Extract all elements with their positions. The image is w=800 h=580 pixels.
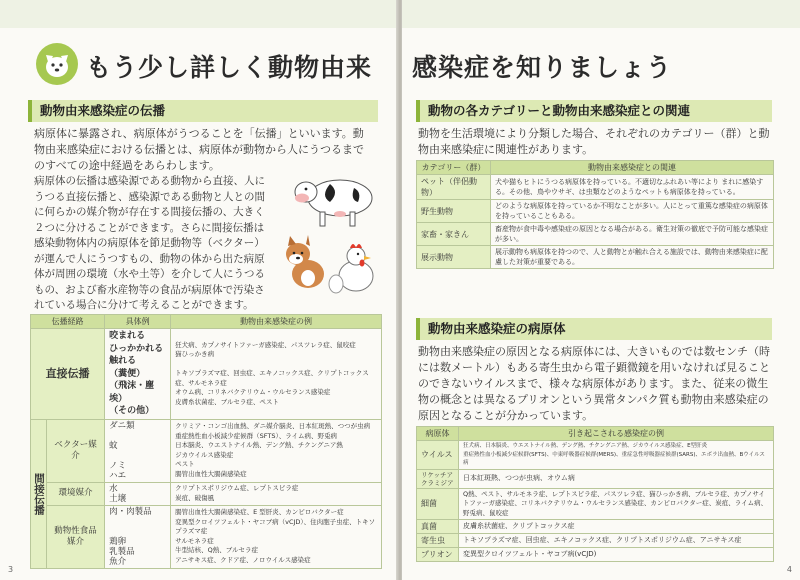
category-exhibit-desc: 展示動物も病原体を持つので、人と動物とが触れ合える施設では、動物由来感染症に配慮した対策が重要である。 xyxy=(491,246,774,269)
table-row xyxy=(417,469,774,488)
route-indirect: 間接伝播 xyxy=(31,419,47,568)
dog-icon xyxy=(36,43,78,85)
pathogen-parasite-desc: トキソプラズマ症、回虫症、エキノコックス症、クリプトスポリジウム症、アニサキス症 xyxy=(459,534,774,548)
pathogens-intro: 動物由来感染症の原因となる病原体には、大きいものでは数センチ（時には数メートル）もある寄生虫から電子顕微鏡を用いなければ見ることのできないウイルスまで、様々な病原体があります。また、従来の微生物の概念とは異なるプリオンという異常タンパク質も動物由来感染症の原因となることが分かっています。 xyxy=(418,345,770,422)
category-exhibit: 展示動物 xyxy=(417,246,491,269)
col-header-pathogen: 病原体 xyxy=(417,427,459,441)
examples-env: 水 土壌 xyxy=(105,482,171,505)
table-row xyxy=(417,223,774,246)
pathogen-parasite: 寄生虫 xyxy=(417,534,459,548)
route-env: 環境媒介 xyxy=(47,482,105,505)
table-row xyxy=(31,329,382,420)
col-header-relation: 動物由来感染症との関連 xyxy=(491,161,774,175)
route-vector: ベクター媒介 xyxy=(47,419,105,482)
pathogen-fungi-desc: 皮膚糸状菌症、クリプトコックス症 xyxy=(459,520,774,534)
col-header-route: 伝播経路 xyxy=(31,315,105,329)
right-page xyxy=(402,0,800,580)
page-number-right: 4 xyxy=(786,565,792,574)
category-wild-desc: どのような病原体を持っているか不明なことが多い。人にとって重篤な感染症の病原体を持っていることもある。 xyxy=(491,200,774,223)
pathogen-rickettsia-desc: 日本紅斑熱、つつが虫病、オウム病 xyxy=(459,469,774,488)
table-row xyxy=(417,548,774,562)
pathogen-virus: ウイルス xyxy=(417,441,459,470)
top-band xyxy=(402,0,800,28)
table-row xyxy=(31,505,382,568)
col-header-diseases-caused: 引き起こされる感染症の例 xyxy=(459,427,774,441)
table-row xyxy=(417,534,774,548)
page-title-left: もう少し詳しく動物由来 xyxy=(86,53,373,82)
diseases-direct: 狂犬病、カプノサイトファーガ感染症、パスツレラ症、鼠咬症 猫ひっかき病 トキソプラズマ症、回虫症、エキノコックス症、クリプトコックス症、サルモネラ症 オウム病、コリネバクテリウム・ウルセランス感染症 皮膚糸状菌症、ブルセラ症、ペスト xyxy=(171,329,382,420)
transmission-table xyxy=(30,314,382,569)
category-table xyxy=(416,160,774,269)
chicken-illustration xyxy=(326,238,380,300)
table-row xyxy=(31,482,382,505)
table-row xyxy=(417,520,774,534)
col-header-examples: 具体例 xyxy=(105,315,171,329)
pathogen-fungi: 真菌 xyxy=(417,520,459,534)
table-row xyxy=(417,246,774,269)
pathogen-virus-desc: 狂犬病、日本脳炎、ウエストナイル熱、デング熱、チクングニア熱、ジカウイルス感染症、E型肝炎 重症熱性血小板減少症候群(SFTS)、中東呼吸器症候群(MERS)、重症急性呼吸器症候群(SARS)、エボラ出血熱、Bウイルス病 xyxy=(459,441,774,470)
route-direct: 直接伝播 xyxy=(31,329,105,420)
transmission-intro: 病原体に暴露され、病原体がうつることを「伝播」といいます。動物由来感染症における伝播とは、病原体が動物から人にうつるまでのすべての途中経過をあらわします。 xyxy=(34,127,364,172)
section-heading-categories: 動物の各カテゴリーと動物由来感染症との関連 xyxy=(416,100,772,122)
examples-direct: 咬まれる ひっかかれる 触れる （糞便） （飛沫・塵埃） （その他） xyxy=(105,329,171,420)
table-row xyxy=(417,175,774,200)
page-title-right: 感染症を知りましょう xyxy=(412,53,673,82)
table-row xyxy=(417,441,774,470)
table-row xyxy=(417,488,774,520)
col-header-diseases: 動物由来感染症の例 xyxy=(171,315,382,329)
category-pet-desc: 犬や猫もヒトにうつる病原体を持っている。不適切なふれあい等により まれに感染する。その他、鳥やウサギ、は虫類などのようなペットも病原体を持っている。 xyxy=(491,175,774,200)
page-number-left: 3 xyxy=(8,565,14,574)
left-page xyxy=(0,0,398,580)
diseases-vector: クリミア・コンゴ出血熱、ダニ媒介脳炎、日本紅斑熱、つつが虫病 重症熱性血小板減少症候群（SFTS）、ライム病、野兎病 日本脳炎、ウエストナイル熱、デング熱、チクングニア熱 ジカウイルス感染症 ペスト 腸管出血性大腸菌感染症 xyxy=(171,419,382,482)
examples-vector: ダニ類 蚊 ノミ ハエ xyxy=(105,419,171,482)
category-wild: 野生動物 xyxy=(417,200,491,223)
pathogen-prion-desc: 変異型クロイツフェルト・ヤコブ病(vCJD) xyxy=(459,548,774,562)
section-heading-transmission: 動物由来感染症の伝播 xyxy=(28,100,378,122)
section-heading-pathogens: 動物由来感染症の病原体 xyxy=(416,318,772,340)
pathogen-table xyxy=(416,426,774,562)
category-pet: ペット（伴侶動物） xyxy=(417,175,491,200)
diseases-env: クリプトスポリジウム症、レプトスピラ症 炭疽、破傷風 xyxy=(171,482,382,505)
col-header-category: カテゴリー（群） xyxy=(417,161,491,175)
table-row xyxy=(417,200,774,223)
pathogen-bacteria-desc: Q熱、ペスト、サルモネラ症、レプトスピラ症、パスツレラ症、猫ひっかき病、ブルセラ症、カプノサイトファーガ感染症、コリネバクテリウム・ウルセランス感染症、カンピロバクター症、炭疽、ライム病、野兎病、鼠咬症 xyxy=(459,488,774,520)
category-livestock-desc: 畜産物が食中毒や感染症の原因となる場合がある。衛生対策の徹底で予防可能な感染症が多い。 xyxy=(491,223,774,246)
top-band xyxy=(0,0,398,28)
pathogen-prion: プリオン xyxy=(417,548,459,562)
route-food: 動物性食品媒介 xyxy=(47,505,105,568)
category-livestock: 家畜・家きん xyxy=(417,223,491,246)
transmission-detail: 病原体の伝播は感染源である動物から直接、人にうつる直接伝播と、感染源である動物と人との間に何らかの媒介物が存在する間接伝播の、大きく２つに分けることができます。さらに間接伝播は感染動物体内の病原体を節足動物等（ベクター）が運んで人にうつすもの、動物の体から出た病原体が周囲の環境（水や土等）を介して人にうつるもの、および畜水産物等の食品が病原体で汚染されている場合に分けて考えることができます。 xyxy=(34,175,265,311)
diseases-food: 腸管出血性大腸菌感染症、E 型肝炎、カンピロバクター症 変異型クロイツフェルト・ヤコブ病（vCJD）、住肉胞子虫症、トキソプラズマ症 サルモネラ症 牛型結核、Q熱、ブルセラ症 アニサキス症、クドア症、ノロウイルス感染症 xyxy=(171,505,382,568)
pathogen-rickettsia: リケッチア クラミジア xyxy=(417,469,459,488)
pathogen-bacteria: 細菌 xyxy=(417,488,459,520)
table-row xyxy=(31,419,382,482)
examples-food: 肉・肉製品 鶏卵 乳製品 魚介 xyxy=(105,505,171,568)
categories-intro: 動物を生活環境により分類した場合、それぞれのカテゴリー（群）と動物由来感染症に関連性があります。 xyxy=(418,127,770,156)
cow-illustration xyxy=(290,168,380,230)
